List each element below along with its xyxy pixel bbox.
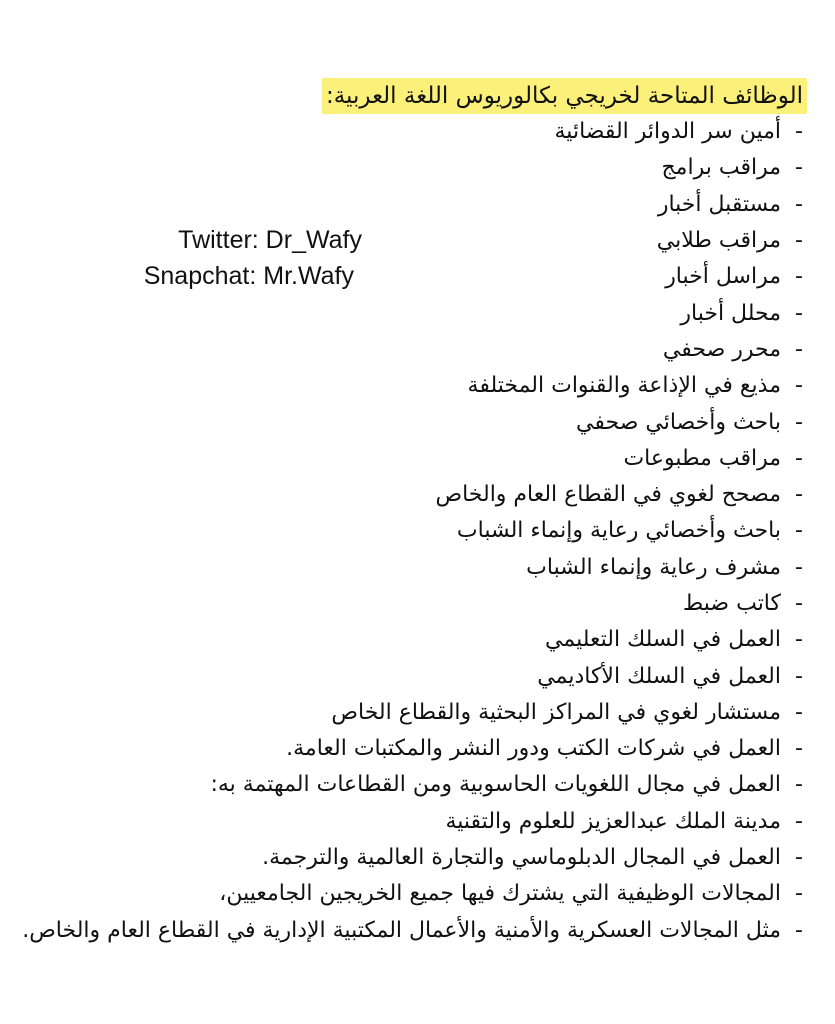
page-title: الوظائف المتاحة لخريجي بكالوريوس اللغة العربية: — [322, 78, 807, 114]
list-item-text: مثل المجالات العسكرية والأمنية والأعمال المكتبية الإدارية في القطاع العام والخاص. — [22, 917, 781, 943]
list-item — [5, 150, 805, 186]
bullet-dash: - — [795, 373, 803, 399]
bullet-dash: - — [795, 881, 803, 907]
bullet-dash: - — [795, 554, 803, 580]
list-item-text: محلل أخبار — [680, 300, 781, 326]
social-handles — [0, 222, 362, 294]
bullet-dash: - — [795, 917, 803, 943]
list-item-text: مدينة الملك عبدالعزيز للعلوم والتقنية — [445, 808, 781, 834]
list-item-text: باحث وأخصائي رعاية وإنماء الشباب — [456, 518, 781, 544]
bullet-dash: - — [795, 445, 803, 471]
bullet-dash: - — [795, 482, 803, 508]
list-item-text: العمل في السلك التعليمي — [545, 627, 781, 653]
bullet-dash: - — [795, 336, 803, 362]
bullet-dash: - — [795, 191, 803, 217]
list-item-text: العمل في المجال الدبلوماسي والتجارة العالمية والترجمة. — [262, 845, 781, 871]
list-item — [5, 622, 805, 658]
list-item — [5, 913, 805, 949]
list-item — [5, 658, 805, 694]
list-item — [5, 441, 805, 477]
bullet-dash: - — [795, 772, 803, 798]
list-item — [5, 550, 805, 586]
list-item-text: العمل في السلك الأكاديمي — [537, 663, 781, 689]
list-item — [5, 295, 805, 331]
list-item — [5, 114, 805, 150]
list-item-text: العمل في مجال اللغويات الحاسوبية ومن القطاعات المهتمة به: — [210, 772, 781, 798]
bullet-dash: - — [795, 736, 803, 762]
list-item — [5, 332, 805, 368]
bullet-dash: - — [795, 699, 803, 725]
list-item-text: مراقب طلابي — [656, 228, 781, 254]
bullet-dash: - — [795, 300, 803, 326]
list-item — [5, 695, 805, 731]
bullet-dash: - — [795, 409, 803, 435]
list-item — [5, 767, 805, 803]
list-item-text: محرر صحفي — [662, 336, 781, 362]
title-line — [322, 78, 807, 114]
bullet-dash: - — [795, 808, 803, 834]
bullet-dash: - — [795, 155, 803, 181]
bullet-dash: - — [795, 591, 803, 616]
snapchat-handle: Snapchat: Mr.Wafy — [143, 262, 354, 290]
list-item-text: مراسل أخبار — [665, 264, 781, 290]
bullet-dash: - — [795, 627, 803, 653]
list-item — [5, 513, 805, 549]
bullet-dash: - — [795, 228, 803, 254]
list-item — [5, 731, 805, 767]
bullet-dash: - — [795, 119, 803, 145]
list-item — [5, 187, 805, 223]
list-item-text: مصحح لغوي في القطاع العام والخاص — [435, 482, 781, 508]
list-item-text: العمل في شركات الكتب ودور النشر والمكتبات العامة. — [286, 736, 781, 762]
bullet-dash: - — [795, 518, 803, 544]
list-item-text: مذيع في الإذاعة والقنوات المختلفة — [467, 373, 781, 399]
list-item-text: مستقبل أخبار — [657, 191, 781, 217]
list-item-text: كاتب ضبط — [682, 591, 781, 616]
list-item-text: مراقب برامج — [661, 155, 781, 181]
list-item — [5, 477, 805, 513]
list-item — [5, 840, 805, 876]
list-item — [5, 368, 805, 404]
bullet-dash: - — [795, 663, 803, 689]
list-item-text: المجالات الوظيفية التي يشترك فيها جميع الخريجين الجامعيين، — [219, 881, 781, 907]
list-item — [5, 804, 805, 840]
list-item-text: أمين سر الدوائر القضائية — [554, 119, 781, 145]
list-item-text: مشرف رعاية وإنماء الشباب — [526, 554, 781, 580]
bullet-dash: - — [795, 264, 803, 290]
bullet-dash: - — [795, 845, 803, 871]
list-item-text: مستشار لغوي في المراكز البحثية والقطاع الخاص — [331, 699, 781, 725]
list-item — [5, 876, 805, 912]
list-item — [5, 404, 805, 440]
list-item-text: مراقب مطبوعات — [623, 445, 781, 471]
twitter-handle: Twitter: Dr_Wafy — [178, 226, 362, 254]
list-item-text: باحث وأخصائي صحفي — [576, 409, 781, 435]
list-item — [5, 586, 805, 622]
